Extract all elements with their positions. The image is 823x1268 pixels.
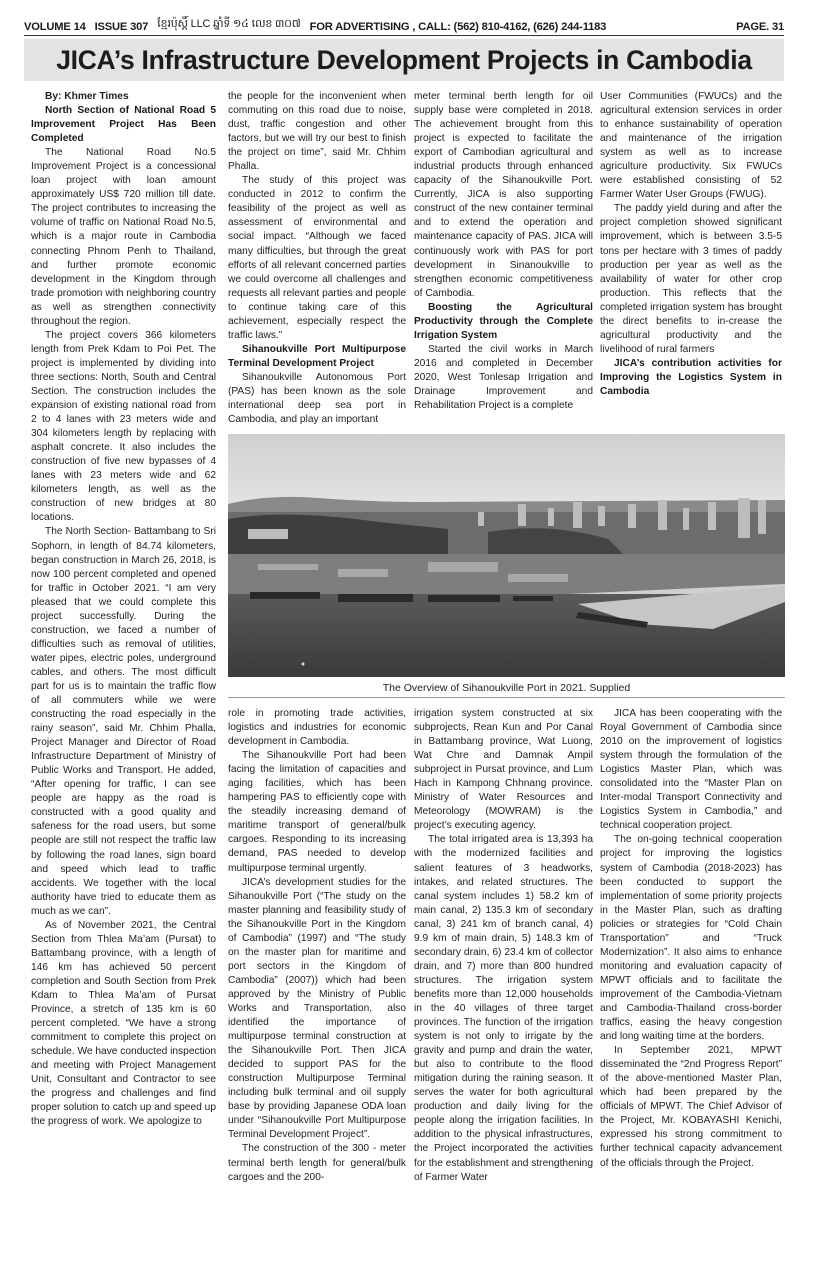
paragraph: User Communities (FWUCs) and the agricultural extension services in order to enhance sustainability of operation and maintenance of the irrigation system as well as to increase agriculture productivity. Six FWUCs were established consisting of 52 Farmer Water User Groups (FWUG).: [600, 91, 782, 201]
column-2-top: [228, 90, 406, 427]
volume-label: VOLUME 14: [24, 21, 86, 33]
advertising-contact: FOR ADVERTISING , CALL: (562) 810-4162, (626) 244-1183: [309, 21, 607, 33]
paragraph: The paddy yield during and after the project completion showed significant improvement, which is between 3.5-5 tons per hectare with 3 times of paddy production per year as well as the availability of water for other crop production. This reflects that the completed irrigation system has brought the direct benefits to in-crease the agricultural productivity and the livelihood of rural farmers: [600, 203, 782, 355]
paragraph: JICA has been cooperating with the Royal Government of Cambodia since 2010 on the improvement of logistics system through the formulation of the Logistics Master Plan, which was consolidated into the “Master Plan on Inter-modal Transport Connectivity and Logistics System in Cambodia,” and technical cooperation project.: [600, 708, 782, 832]
port-photo: [228, 434, 785, 677]
issue-label: ISSUE 307: [94, 21, 149, 33]
article-title: JICA’s Infrastructure Development Projects in Cambodia: [24, 39, 784, 81]
column-4-bottom: [600, 707, 782, 1171]
masthead: [24, 18, 784, 36]
paragraph: The on-going technical cooperation project for improving the logistics system of Cambodia (2018-2023) has been conducted to support the implementation of some priority projects in the Master Plan, such as drafting policies or strategies for “Cold Chain Transportation” and “Truck Modernization”. It also aims to enhance monitoring and evaluation capacity of MPWT officials and to facilitate the improvement of the Cambodia-Vietnam and Cambodia-Thailand cross-border traffics, easing the heavy congestion and long waiting time at the borders.: [600, 834, 782, 1043]
paragraph: The total irrigated area is 13,393 ha with the modernized facilities and salient features of 3 headworks, intakes, and related structures. The canal system includes 1) 58.2 km of main canal, 2) 135.3 km of secondary canal, 3) 241 km of branch canal, 4) 9.9 km of main drain, 5) 148.3 km of secondary drain, 6) 23.4 km of collector drain, and 7) more than 800 hundred structures. The irrigation system benefits more than 12,000 households in the 40 villages of three target provinces. The function of the irrigation system is not only to irrigate by the gravity and pump and drain the water, but also to contribute to the flood mitigation during the raining season. It serves the water for both agricultural production and daily living for the people along the irrigation facilities. In addition to the physical infrastructures, the Project incorporated the activities for the establishment and strengthening of Farmer Water: [414, 834, 593, 1183]
paragraph: The National Road No.5 Improvement Project is a concessional loan project with loan amount approximately US$ 720 million till date. The project contributes to increasing the volume of traffic on National Road No.5, which is a major route in Cambodia connecting Phnom Penh to Thailand, and further promote economic development in the Kingdom through trade promotion with neighboring country as well as strengthen connectivity throughout the region.: [31, 147, 216, 327]
paragraph: As of November 2021, the Central Section from Thlea Ma’am (Pursat) to Battambang province, with a length of 146 km has achieved 50 percent completion and South Section from Prek Kdam to Thlea Ma’am of Pursat Province, a stretch of 135 km is 60 percent completed. “We have a strong commitment to complete this project on schedule. We have conducted inspection and meeting with Project Management Unit, Consultant and Contractor to see the progress and challenges and find proper solution to catch up and speed up the progress of work. We apologize to: [31, 919, 217, 1128]
column-4-top: [600, 90, 782, 399]
paragraph: the people for the inconvenient when commuting on this road due to noise, dust, traffic congestion and other factors, but we will try our best to finish the project on time”, said Mr. Chhim Phalla.: [228, 91, 406, 173]
column-2-bottom: [228, 707, 406, 1185]
paragraph: JICA’s development studies for the Sihanoukville Port (“The study on the master planning and feasibility study of the Sihanoukville Port in the Kingdom of Cambodia” (1997) and “The study on the master plan for maritime and port sectors in the Kingdom of Cambodia” (2007)) which had been approved by the Ministry of Public Works and Transportation, also identified the importance of multipurpose terminal construction at the Sihanoukville Port. Then JICA decided to support PAS for the construction Multipurpose Terminal including bulk terminal and oil supply base by providing Japanese ODA loan under “Sihanoukville Port Multipurpose Terminal Development Project”.: [228, 876, 406, 1141]
paragraph: meter terminal berth length for oil supply base were completed in 2018. The achievement brought from this project is expected to facilitate the export of Cambodian agricultural and industrial products through enhanced capacity of the Sihanoukville Port. Currently, JICA is also supporting construct of the new container terminal and to extend the operation and maintenance capacity of PAS. JICA will continuously work with PAS for port development in Sinanoukville to strengthen economic competitiveness of Cambodia.: [414, 91, 593, 299]
section-heading-logistics: JICA’s contribution activities for Improving the Logistics System in Cambodia: [600, 357, 782, 397]
section-heading-port: Sihanoukville Port Multipurpose Terminal Development Project: [228, 343, 406, 369]
masthead-left: [24, 17, 606, 33]
paragraph: The project covers 366 kilometers length from Prek Kdam to Poi Pet. The project is implemented by dividing into three sections: North, South and Central Section. The construction includes the expansion of existing national road from 2 to 4 lanes with 23 meters wide and 304 kilometers length by replacing with asphalt concrete. It also includes the construction of five new bypasses of 4 lanes with 23 meters wide and 62 kilometers length, as well as the construction of new bridges at 80 locations.: [31, 329, 216, 524]
column-1: [31, 90, 216, 1129]
paragraph: irrigation system constructed at six subprojects, Rean Kun and Por Canal in Battambang province, Wat Luong, Wat Chre and Damnak Ampil subproject in Pursat province, and Lum Hach in Kampong Chhnang province. Ministry of Water Resources and Meteorology (MOWRAM) is the project’s executing agency.: [414, 708, 593, 832]
khmer-masthead: ខ្មែរប៉ុស្ដិ៍ LLC ឆ្នាំទី ១៤ លេខ ៣០៧: [157, 18, 301, 30]
paragraph: Sihanoukville Autonomous Port (PAS) has been known as the sole international deep sea port in Cambodia, and play an important: [228, 371, 406, 426]
paragraph: The study of this project was conducted in 2012 to confirm the feasibility of the project as well as assessment of environmental and social impact. “Although we faced many difficulties, but through the great efforts of all relevant concerned parties we could overcome all challenges and requests all relevant parties and people to continue taking care of this achievement, especially respect the traffic laws.”: [228, 175, 406, 341]
paragraph: Started the civil works in March 2016 and completed in December 2020, West Tonlesap Irrigation and Drainage Improvement and Rehabilitation Project is a complete: [414, 343, 593, 412]
port-photo-image: [228, 434, 785, 677]
section-heading-road5: North Section of National Road 5 Improvement Project Has Been Completed: [31, 105, 216, 145]
byline: By: Khmer Times: [45, 91, 129, 102]
paragraph: In September 2021, MPWT disseminated the “2nd Progress Report” of the above-mentioned Master Plan, which had been prepared by the officials of MPWT. The Chief Advisor of the Project, Mr. KOBAYASHI Kenichi, expressed his strong commitment to further technical capacity advancement of the officials through the Project.: [600, 1045, 782, 1169]
paragraph: The construction of the 300 - meter terminal berth length for general/bulk cargoes and the 200-: [228, 1143, 406, 1183]
page-number: PAGE. 31: [736, 21, 784, 33]
column-3-top: [414, 90, 593, 413]
paragraph: role in promoting trade activities, logistics and industries for economic development in Cambodia.: [228, 708, 406, 748]
column-3-bottom: [414, 707, 593, 1185]
paragraph: The Sihanoukville Port had been facing the limitation of capacities and aging facilities, which has been hampering PAS to efficiently cope with the steadily increasing demand of maritime transport of general/bulk cargoes. Responding to its increasing demand, PAS needed to develop multipurpose terminal urgently.: [228, 750, 406, 874]
paragraph: The North Section- Battambang to Sri Sophorn, in length of 84.74 kilometers, began construction in March 26, 2018, is now 100 percent completed and opened for traffic in October 2021. “I am very pleased that we could complete this project successfully. During the construction, we faced a number of difficulties such as removal of utilities, water pipes, electric poles, underground cables, and others. The most difficult part for us is to maintain the traffic flow of all commuters while we were constructing the road especially in the rainy season”, said Mr. Chhim Phalla, Project Manager and Director of Road Infrastructure Department of Ministry of Public Works and Transport. He added, “After opening for traffic, I can see people are happy as the road is constructed with a good quality and safeness for the road users, but some people are still not respect the traffic law by following the road lanes, sign board and speed which lead to traffic accidents. We together with the local authority have tried to educate them as much as we can”.: [31, 526, 216, 917]
section-heading-irrigation: Boosting the Agricultural Productivity through the Complete Irrigation System: [414, 301, 593, 341]
photo-caption: The Overview of Sihanoukville Port in 2021. Supplied: [228, 680, 785, 698]
